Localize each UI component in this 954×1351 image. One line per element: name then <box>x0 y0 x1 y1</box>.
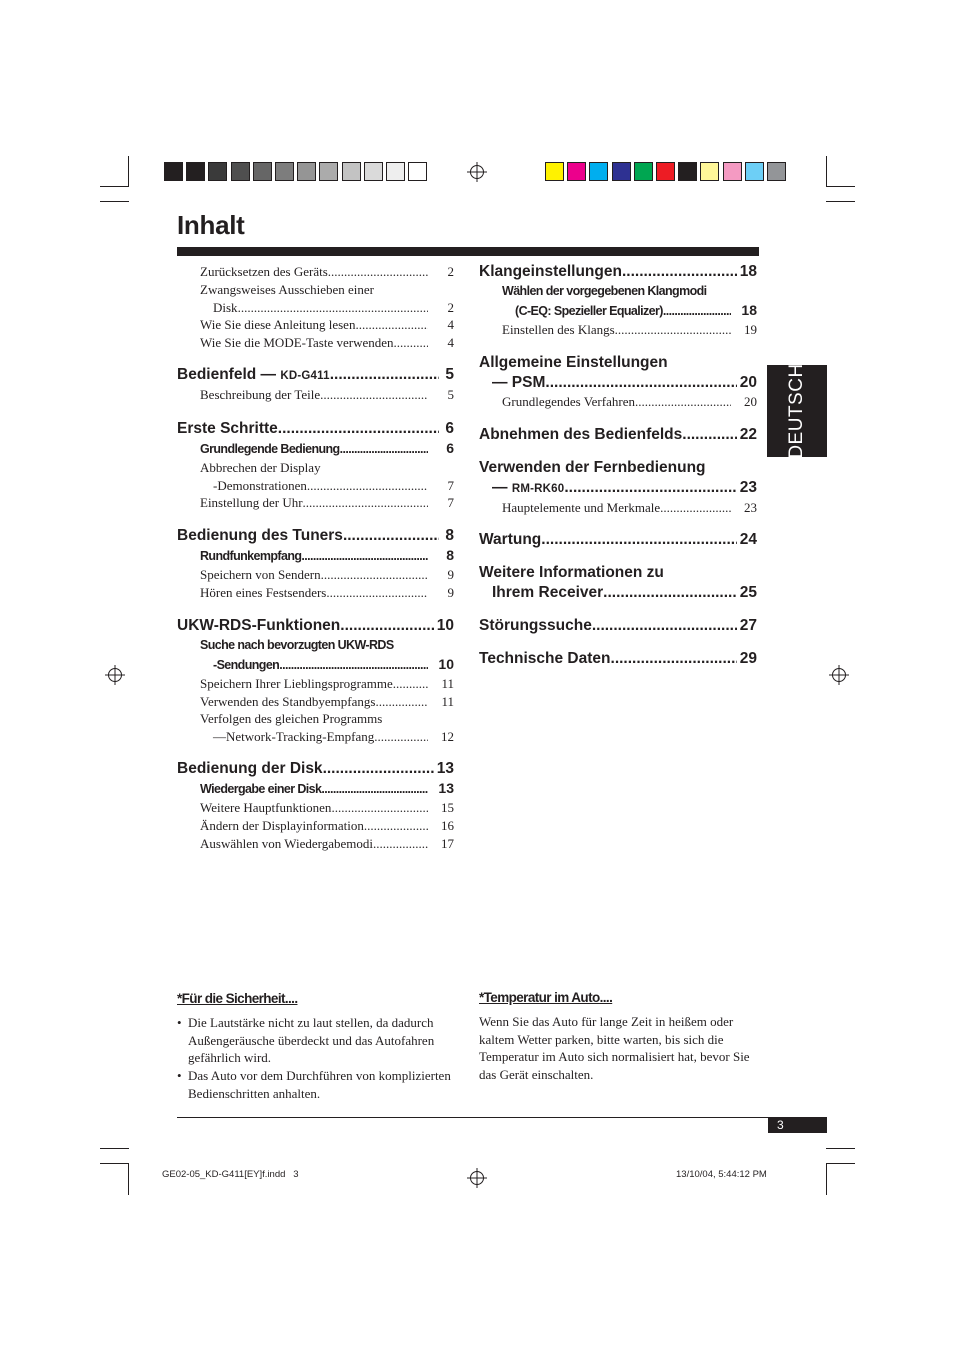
color-swatch <box>700 162 719 181</box>
toc-entry[interactable]: Speichern Ihrer Lieblingsprogramme ..... 11 <box>177 675 454 693</box>
toc-heading-abnehmen[interactable]: Abnehmen des Bedienfelds ..... 22 <box>479 425 757 445</box>
safety-note-heading: *Für die Sicherheit.... <box>177 991 298 1006</box>
toc-entry[interactable]: Abbrechen der Display <box>200 459 321 475</box>
toc-entry[interactable]: Einstellung der Uhr ..... 7 <box>177 494 454 512</box>
safety-bullet: • Das Auto vor dem Durchführen von komplizierten Bedienschritten anhalten. <box>177 1067 452 1103</box>
color-swatch <box>208 162 227 181</box>
toc-entry[interactable]: Verfolgen des gleichen Programms <box>200 711 383 727</box>
toc-entry-bold[interactable]: Grundlegende Bedienung ..... 6 <box>177 439 454 459</box>
registration-mark-right-icon <box>832 668 846 682</box>
footer-file: GE02-05_KD-G411[EY]f.indd 3 <box>162 1169 299 1180</box>
color-swatch <box>164 162 183 181</box>
toc-entry[interactable]: Einstellen des Klangs ..... 19 <box>479 321 757 339</box>
toc-heading-rds[interactable]: UKW-RDS-Funktionen ..... 10 <box>177 616 454 636</box>
color-swatch <box>231 162 250 181</box>
toc-entry[interactable]: Beschreibung der Teile ..... 5 <box>177 386 454 404</box>
safety-note <box>177 990 452 1103</box>
temperature-note <box>479 989 754 1084</box>
color-swatch <box>723 162 742 181</box>
toc-entry[interactable]: —Network-Tracking-Empfang ..... 12 <box>177 728 454 746</box>
language-tab <box>767 365 827 457</box>
color-swatch <box>545 162 564 181</box>
color-swatch <box>767 162 786 181</box>
toc-entry[interactable]: Verwenden des Standbyempfangs ..... 11 <box>177 693 454 711</box>
toc-entry-bold[interactable]: Suche nach bevorzugten UKW-RDS <box>200 637 394 652</box>
toc-heading-klang[interactable]: Klangeinstellungen ..... 18 <box>479 262 757 282</box>
toc-entry-bold[interactable]: Wählen der vorgegebenen Klangmodi <box>502 284 707 298</box>
color-swatch <box>678 162 697 181</box>
toc-heading-allgemein-psm[interactable]: — PSM ..... 20 <box>479 373 757 393</box>
title-rule <box>177 247 759 256</box>
toc-heading-weitere[interactable]: Weitere Informationen zu <box>479 564 664 582</box>
toc-entry[interactable]: Weitere Hauptfunktionen ..... 15 <box>177 799 454 817</box>
safety-bullet: • Die Lautstärke nicht zu laut stellen, da dadurch Außengeräusche überdeckt und das Autofahren gefährlich wird. <box>177 1014 452 1067</box>
color-swatch <box>319 162 338 181</box>
toc-entry[interactable]: Ändern der Displayinformation ..... 16 <box>177 817 454 835</box>
toc-entry[interactable]: Wie Sie die MODE-Taste verwenden ..... 4 <box>177 334 454 352</box>
toc-heading-bedienfeld[interactable]: Bedienfeld — KD-G411 ..... 5 <box>177 365 454 386</box>
toc-left-column <box>177 263 454 852</box>
color-swatch <box>386 162 405 181</box>
toc-right-column <box>479 262 757 669</box>
footer-date: 13/10/04, 5:44:12 PM <box>676 1169 767 1180</box>
toc-entry[interactable]: Speichern von Sendern ..... 9 <box>177 566 454 584</box>
toc-entry-bold[interactable]: -Sendungen ..... 10 <box>177 655 454 675</box>
color-swatch <box>567 162 586 181</box>
color-swatch <box>634 162 653 181</box>
toc-heading-erste-schritte[interactable]: Erste Schritte ..... 6 <box>177 419 454 439</box>
toc-heading-fernbedienung[interactable]: Verwenden der Fernbedienung <box>479 458 706 476</box>
toc-heading-fernbedienung-model[interactable]: — RM-RK60 ..... 23 <box>479 478 757 499</box>
temperature-note-heading: *Temperatur im Auto.... <box>479 990 613 1005</box>
color-swatch <box>253 162 272 181</box>
toc-heading-weitere-receiver[interactable]: Ihrem Receiver ..... 25 <box>479 583 757 603</box>
toc-entry[interactable]: Grundlegendes Verfahren ..... 20 <box>479 393 757 411</box>
toc-heading-technik[interactable]: Technische Daten ..... 29 <box>479 649 757 669</box>
color-swatch <box>408 162 427 181</box>
toc-entry-bold[interactable]: Rundfunkempfang ..... 8 <box>177 546 454 566</box>
color-swatch <box>342 162 361 181</box>
page-title: Inhalt <box>177 210 245 240</box>
color-swatch <box>612 162 631 181</box>
language-tab-label: DEUTSCH <box>786 363 807 459</box>
color-swatch <box>589 162 608 181</box>
toc-heading-allgemein[interactable]: Allgemeine Einstellungen <box>479 353 668 371</box>
color-swatch <box>745 162 764 181</box>
registration-mark-left-icon <box>108 668 122 682</box>
registration-mark-bottom-icon <box>470 1171 484 1185</box>
page-number: 3 <box>768 1117 827 1133</box>
toc-heading-wartung[interactable]: Wartung ..... 24 <box>479 530 757 550</box>
toc-entry[interactable]: Wie Sie diese Anleitung lesen ..... 4 <box>177 316 454 334</box>
temperature-note-text: Wenn Sie das Auto für lange Zeit in heißem oder kaltem Wetter parken, bitte warten, bis sich die Temperatur im Auto sich normalisiert hat, bevor Sie das Gerät einschalten. <box>479 1013 750 1083</box>
toc-heading-stoerung[interactable]: Störungssuche ..... 27 <box>479 616 757 636</box>
bottom-rule <box>177 1117 768 1118</box>
toc-entry-bold[interactable]: Wiedergabe einer Disk ..... 13 <box>177 779 454 799</box>
toc-entry[interactable]: -Demonstrationen ..... 7 <box>177 477 454 495</box>
toc-entry[interactable]: Zwangsweises Ausschieben einer <box>200 281 375 297</box>
color-swatch <box>186 162 205 181</box>
toc-entry[interactable]: Zurücksetzen des Geräts ..... 2 <box>177 263 454 281</box>
color-swatch <box>297 162 316 181</box>
toc-entry-bold[interactable]: (C-EQ: Spezieller Equalizer) ..... 18 <box>479 301 757 321</box>
toc-heading-disk[interactable]: Bedienung der Disk ..... 13 <box>177 759 454 779</box>
color-swatch <box>656 162 675 181</box>
toc-entry[interactable]: Disk ..... 2 <box>177 299 454 317</box>
color-swatch <box>364 162 383 181</box>
toc-entry[interactable]: Auswählen von Wiedergabemodi ..... 17 <box>177 835 454 853</box>
color-swatch <box>275 162 294 181</box>
toc-entry[interactable]: Hauptelemente und Merkmale ..... 23 <box>479 499 757 517</box>
toc-heading-tuner[interactable]: Bedienung des Tuners ..... 8 <box>177 526 454 546</box>
registration-mark-top-icon <box>470 165 484 179</box>
toc-entry[interactable]: Hören eines Festsenders ..... 9 <box>177 584 454 602</box>
